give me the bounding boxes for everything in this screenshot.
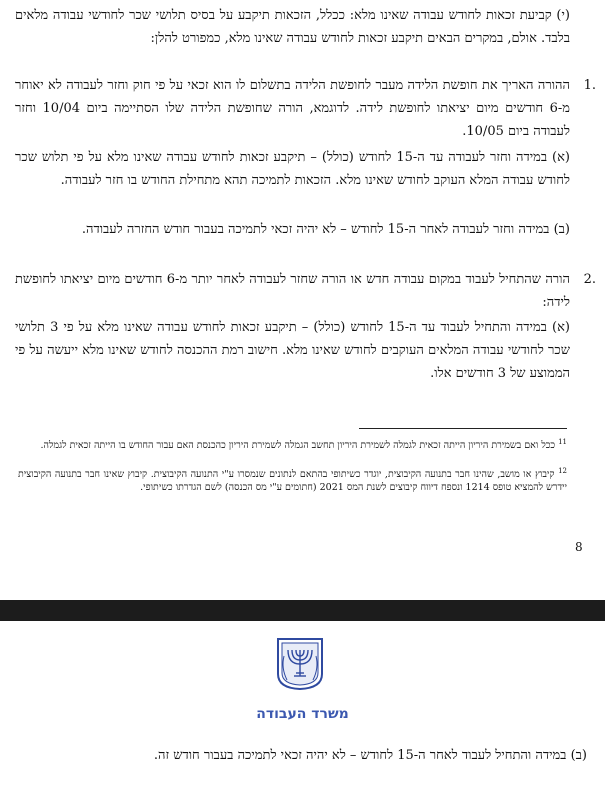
footnote-12 [18,465,567,494]
paragraph-y: (י) קביעת זכאות לחודש עבודה שאינו מלא: ככלל, הזכאות תיקבע על בסיס תלושי שכר לחודשי עבודה מלאים בלבד. אולם, במקרים הבאים תיקבע זכאות לחודש עבודה שאינו מלא, כמפורט להלן: [15,8,570,46]
state-emblem-icon [275,636,325,691]
ministry-name: משרד העבודה [256,706,349,722]
footnote-11 [18,436,567,452]
item-2 [15,268,596,314]
item-2-number: .2 [583,272,596,287]
footnote-11-number: 11 [558,438,567,446]
item-1-sub-b: (ב) במידה וחזר לעבודה לאחר ה-15 לחודש – לא יהיה זכאי לתמיכה בעבור חודש החזרה לעבודה. [81,222,570,237]
page-2-sub-b: (ב) במידה והתחיל לעבוד לאחר ה-15 לחודש – לא יהיה זכאי לתמיכה בעבור חודש זה. [153,748,587,763]
footnote-11-text: ככל ואם בשמירת היריון הייתה זכאית לגמלה לשמירת היריון תחשב הגמלה לשמירת היריון כהכנסת האם עבור החודש בו הייתה זכאית לגמלה. [40,440,556,452]
footnote-separator [359,428,567,429]
item-2-sub-a: (א) במידה והתחיל לעבוד עד ה-15 לחודש (כולל) – תיקבע זכאות לחודש עבודה שאינו מלא על פי 3 תלושי שכר לחודשי עבודה המלאים העוקבים לחודש שאינו מלא. חישוב רמת ההכנסה לחודש שאינו מלא ייעשה על פי הממוצע של 3 חודשים אלו. [15,320,570,381]
item-1-sub-a: (א) במידה וחזר לעבודה עד ה-15 לחודש (כולל) – תיקבע זכאות לחודש עבודה שאינו מלא על פי תלוש שכר לחודש עבודה המלא העוקב לחודש שאינו מלא. הזכאות לתמיכה תהא מתחילת החודש בו חזר לעבודה. [15,150,570,188]
item-1-text: ההורה האריך את חופשת הלידה מעבר לחופשת הלידה בתשלום לו הוא זכאי על פי חוק וחזר לעבודה לא יאוחר מ-6 חודשים מיום יציאתו לחופשת לידה. לדוגמא, הורה שחופשת הלידה שלו הסתיימה ביום 10/04 וחזר לעבודה ביום 10/05. [15,78,571,139]
item-1-number: .1 [583,78,596,93]
item-1 [15,74,596,143]
footnote-12-number: 12 [558,467,567,475]
page-number: 8 [575,540,583,554]
footnote-12-text: קיבוץ או מושב, שהינו חבר בתנועה הקיבוצית, יוגדר כשיתופי בהתאם לנתונים שנמסרו ע"י התנועה הקיבוצית. קיבוץ שאינו חבר בתנועה הקיבוצית יידרש להמציא טופס 1214 ונספח דיווח קיבוצים לשנת המס 2021 (חתומים ע"י מס הכנסה) לשם הגדרתו כשיתופי. [18,469,567,494]
item-2-text: הורה שהתחיל לעבוד במקום עבודה חדש או הורה שחזר לעבודה לאחר יותר מ-6 חודשים מיום יציאתו לחופשת לידה: [15,272,570,310]
page-divider [0,600,605,621]
